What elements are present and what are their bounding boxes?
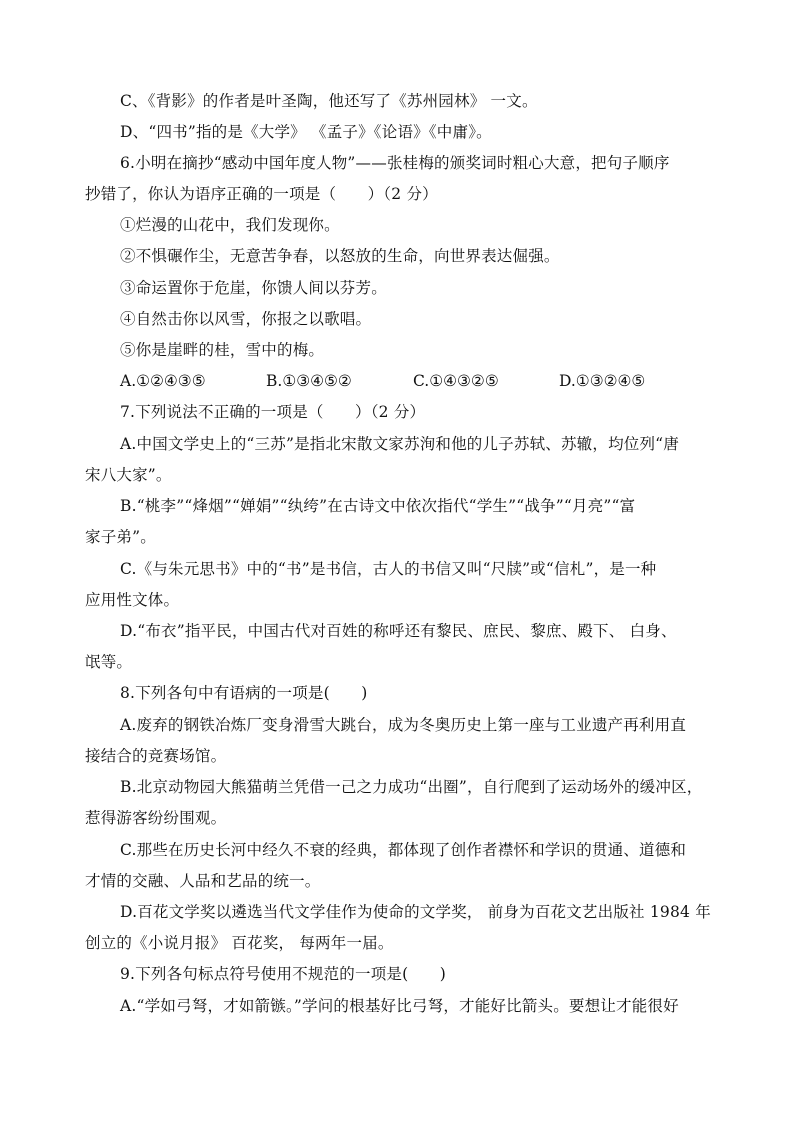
q6-option-b: B.①③④⑤② bbox=[266, 372, 352, 390]
q6-sentence-4: ④自然击你以风雪，你报之以歌唱。 bbox=[120, 310, 372, 328]
q8-option-d-line2: 创立的《小说月报》 百花奖， 每两年一届。 bbox=[85, 934, 394, 952]
q6-sentence-2: ②不惧碾作尘，无意苦争春，以怒放的生命，向世界表达倔强。 bbox=[120, 247, 560, 265]
q7-option-a-line2: 宋八大家”。 bbox=[85, 466, 172, 484]
q7-option-b-line2: 家子弟”。 bbox=[85, 528, 156, 546]
q8-option-a-line1: A.废弃的钢铁冶炼厂变身滑雪大跳台，成为冬奥历史上第一座与工业遗产再利用直 bbox=[120, 716, 687, 734]
q6-sentence-3: ③命运置你于危崖，你馈人间以芬芳。 bbox=[120, 279, 387, 297]
q6-option-a: A.①②④③⑤ bbox=[120, 372, 206, 390]
q6-sentence-1: ①烂漫的山花中，我们发现你。 bbox=[120, 216, 340, 234]
q7-stem: 7.下列说法不正确的一项是（ ）（2 分） bbox=[120, 403, 426, 421]
q8-option-a-line2: 接结合的竞赛场馆。 bbox=[85, 747, 227, 765]
q6-option-d: D.①③②④⑤ bbox=[559, 372, 646, 390]
q8-option-d-line1: D.百花文学奖以遴选当代文学佳作为使命的文学奖， 前身为百花文艺出版社 1984 年 bbox=[120, 903, 711, 921]
q9-stem: 9.下列各句标点符号使用不规范的一项是( ) bbox=[120, 965, 446, 983]
q8-option-b-line2: 惹得游客纷纷围观。 bbox=[85, 809, 227, 827]
q8-option-c-line1: C.那些在历史长河中经久不衰的经典，都体现了创作者襟怀和学识的贯通、道德和 bbox=[120, 841, 687, 859]
q6-stem-line2: 抄错了，你认为语序正确的一项是（ ）（2 分） bbox=[85, 185, 438, 203]
q5-option-c: C、《背影》的作者是叶圣陶，他还写了《苏州园林》 一文。 bbox=[120, 92, 538, 110]
q7-option-c-line2: 应用性文体。 bbox=[85, 591, 180, 609]
q7-option-a-line1: A.中国文学史上的“三苏”是指北宋散文家苏洵和他的儿子苏轼、苏辙，均位列“唐 bbox=[120, 435, 679, 453]
q6-option-c: C.①④③②⑤ bbox=[413, 372, 499, 390]
q9-option-a-line1: A.“学如弓弩，才如箭镞。”学问的根基好比弓弩，才能好比箭头。要想让才能很好 bbox=[120, 997, 679, 1015]
q8-option-b-line1: B.北京动物园大熊猫萌兰凭借一己之力成功“出圈”，自行爬到了运动场外的缓冲区， bbox=[120, 778, 703, 796]
q7-option-d-line1: D.“布衣”指平民，中国古代对百姓的称呼还有黎民、庶民、黎庶、殿下、 白身、 bbox=[120, 622, 677, 640]
q5-option-d: D、“四书”指的是《大学》 《孟子》《论语》《中庸》。 bbox=[120, 123, 492, 141]
q6-stem-line1: 6.小明在摘抄“感动中国年度人物”——张桂梅的颁奖词时粗心大意，把句子顺序 bbox=[120, 154, 670, 172]
q7-option-c-line1: C.《与朱元思书》中的“书”是书信，古人的书信又叫“尺牍”或“信札”，是一种 bbox=[120, 560, 657, 578]
q8-option-c-line2: 才情的交融、人品和艺品的统一。 bbox=[85, 872, 321, 890]
q8-stem: 8.下列各句中有语病的一项是( ) bbox=[120, 684, 368, 702]
q7-option-d-line2: 氓等。 bbox=[85, 653, 133, 671]
q7-option-b-line1: B.“桃李”“烽烟”“婵娟”“纨绔”在古诗文中依次指代“学生”“战争”“月亮”“富 bbox=[120, 497, 636, 515]
q6-sentence-5: ⑤你是崖畔的桂，雪中的梅。 bbox=[120, 341, 325, 359]
